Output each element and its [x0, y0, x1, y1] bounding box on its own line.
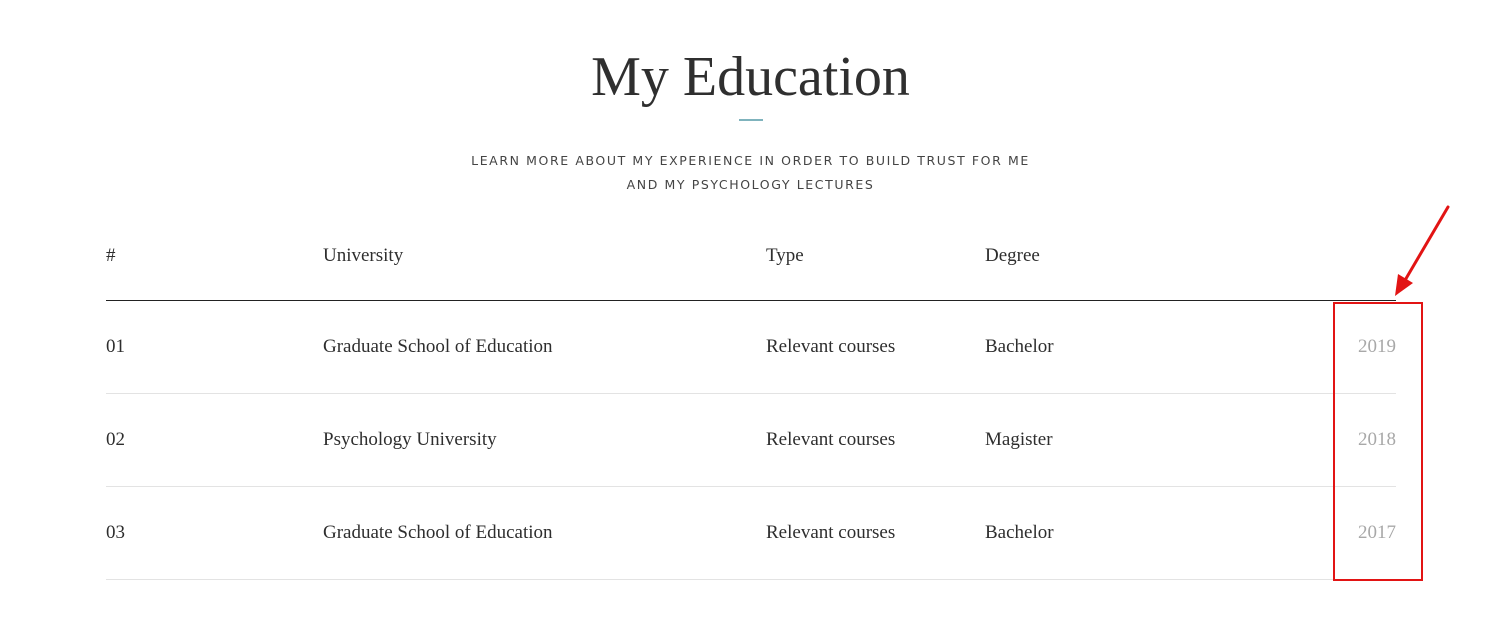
- education-table: [106, 230, 1396, 580]
- row-degree: Magister: [985, 429, 1053, 450]
- page-title: My Education: [591, 46, 910, 108]
- row-year: 2017: [1358, 522, 1396, 543]
- header-degree: Degree: [985, 245, 1040, 266]
- year-column-highlight-box: [1333, 302, 1423, 581]
- subtitle-line-1: LEARN MORE ABOUT MY EXPERIENCE IN ORDER TO BUILD TRUST FOR ME: [471, 153, 1030, 168]
- page-subtitle: [0, 149, 1501, 197]
- header-type: Type: [766, 245, 804, 266]
- arrow-shaft: [1404, 207, 1448, 282]
- row-degree: Bachelor: [985, 336, 1054, 357]
- header-number: #: [106, 245, 116, 266]
- row-type: Relevant courses: [766, 429, 896, 450]
- row-university: Psychology University: [323, 429, 497, 450]
- row-number: 02: [106, 429, 125, 450]
- row-degree: Bachelor: [985, 522, 1054, 543]
- header-university: University: [323, 245, 404, 266]
- row-type: Relevant courses: [766, 336, 896, 357]
- title-accent-divider: [739, 119, 763, 121]
- row-year: 2018: [1358, 429, 1396, 450]
- row-university: Graduate School of Education: [323, 522, 553, 543]
- table-row: [106, 487, 1396, 580]
- row-university: Graduate School of Education: [323, 336, 553, 357]
- row-year: 2019: [1358, 336, 1396, 357]
- table-row: [106, 394, 1396, 487]
- row-type: Relevant courses: [766, 522, 896, 543]
- subtitle-line-2: AND MY PSYCHOLOGY LECTURES: [626, 177, 875, 192]
- row-number: 03: [106, 522, 125, 543]
- row-number: 01: [106, 336, 125, 357]
- arrow-head: [1395, 274, 1413, 296]
- table-header-row: [106, 230, 1396, 301]
- table-row: [106, 301, 1396, 394]
